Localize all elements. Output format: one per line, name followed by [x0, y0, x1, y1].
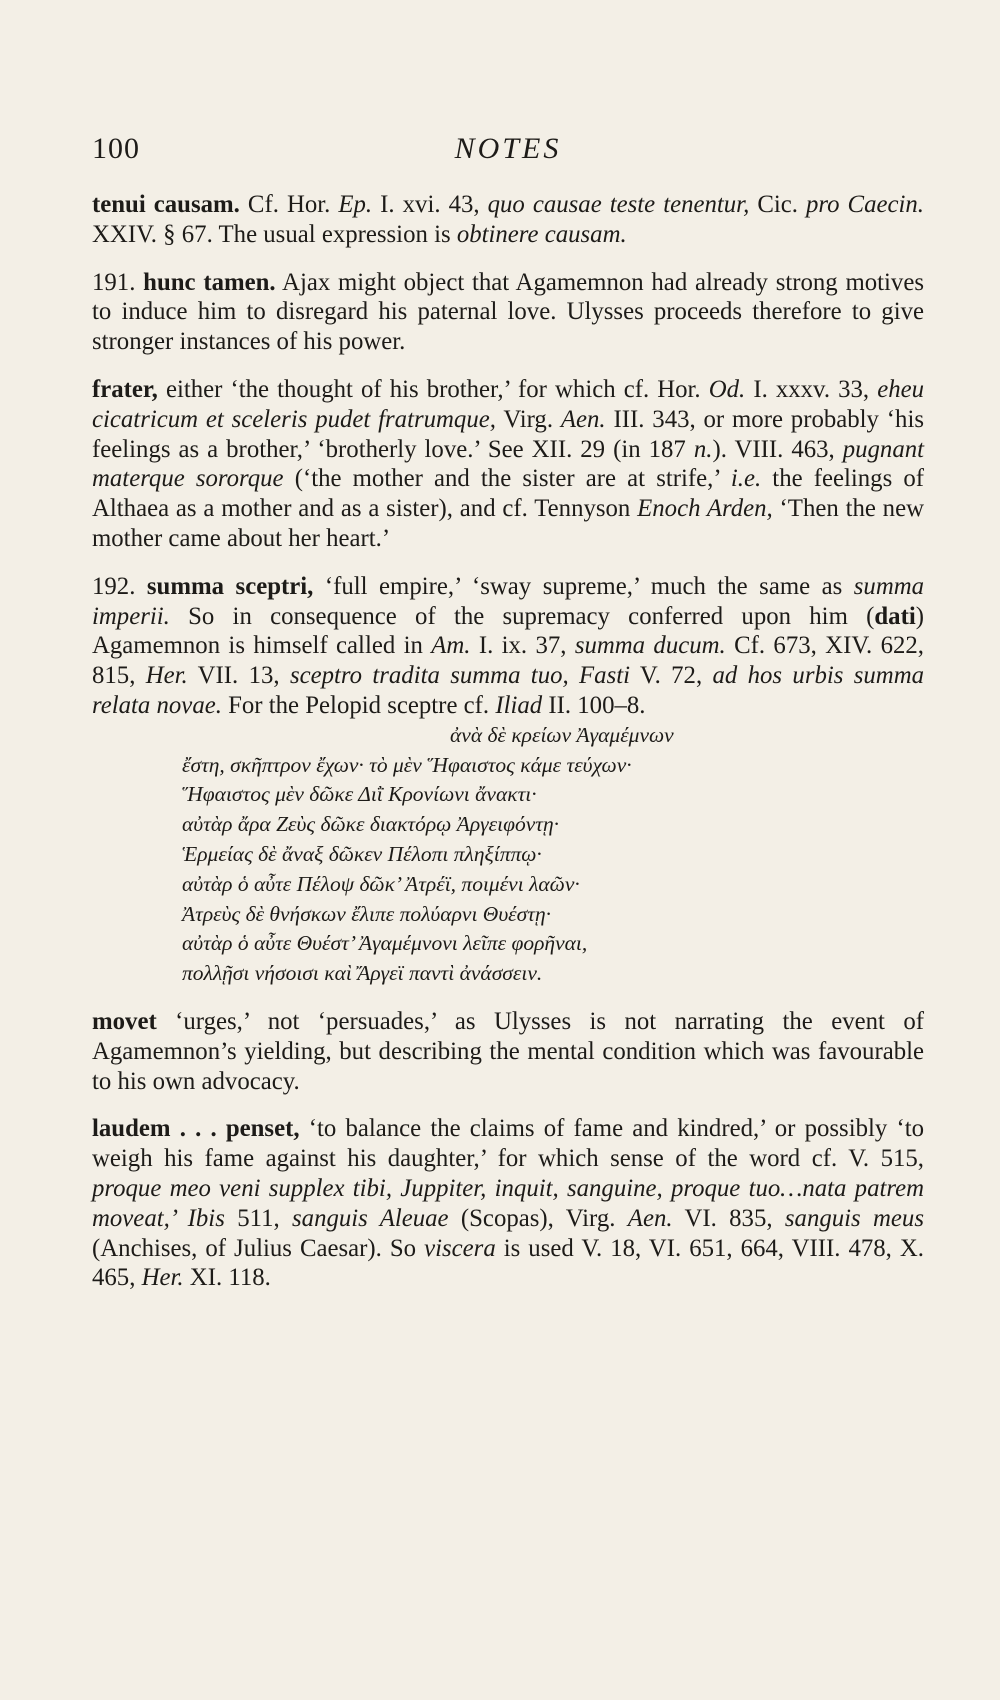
note-text: is used V. 18, VI. 651, 664, VIII. 478, X. 465,: [92, 1234, 924, 1292]
latin-quote: obtinere causam.: [456, 220, 627, 248]
page-header: [92, 132, 924, 172]
note-text: either ‘the thought of his brother,’ for which cf. Hor.: [165, 375, 709, 403]
notes-body: [92, 190, 924, 1293]
note-text: ‘Then the new mother came about her heart.’: [92, 495, 924, 552]
note-text: So in consequence of the supremacy conferred upon him (: [169, 602, 875, 630]
citation: Ep.: [338, 191, 373, 218]
citation: n.: [693, 435, 713, 463]
greek-line: Ἥφαιστος μὲν δῶκε Διῒ Κρονίωνι ἄνακτι·: [182, 782, 537, 807]
note-text: the feelings of Althaea as a mother and as a sister), and cf. Tennyson: [92, 465, 924, 523]
greek-line: πολλῇσι νήσοισι καὶ Ἄργεϊ παντὶ ἀνάσσειν.: [182, 961, 543, 986]
lemma: laudem . . . penset,: [92, 1115, 300, 1143]
line-number: 192.: [92, 572, 136, 600]
note-191: [92, 268, 924, 357]
latin-quote: summa ducum.: [574, 632, 726, 660]
greek-line: Ἀτρεὺς δὲ θνήσκων ἔλιπε πολύαρνι Θυέστῃ·: [182, 901, 551, 926]
note-text: II. 100–8.: [542, 691, 646, 719]
page-number: 100: [92, 132, 140, 165]
note-text: Cf. 673, XIV. 622, 815,: [92, 632, 924, 690]
lemma: hunc tamen.: [143, 268, 276, 296]
citation: Am.: [431, 632, 471, 660]
note-frater: [92, 375, 924, 554]
note-text: Cf. Hor.: [247, 191, 339, 218]
note-text: VII. 13,: [187, 662, 290, 690]
latin-quote: ad hos urbis summa relata novae.: [92, 662, 925, 719]
latin-quote: summa imperii.: [92, 572, 925, 630]
note-text: (Anchises, of Julius Caesar). So: [92, 1234, 425, 1262]
citation: Her.: [141, 1264, 184, 1292]
greek-quotation: [92, 721, 924, 989]
lemma: movet: [92, 1007, 157, 1035]
latin-quote: proque meo veni supplex tibi, Juppiter, inquit, sanguine, proque tuo…nata patrem moveat,’ Ibis: [92, 1174, 924, 1232]
greek-line: αὐτὰρ ὁ αὖτε Θυέστ’ Ἀγαμέμνονι λεῖπε φορῆναι,: [182, 931, 588, 956]
note-text: ) Agamemnon is himself called in: [92, 602, 924, 660]
greek-line: Ἑρμείας δὲ ἄναξ δῶκεν Πέλοπι πληξίππῳ·: [182, 841, 542, 866]
note-text: III. 343, or more probably ‘his feelings as a brother,’ ‘brotherly love.’ See XII. 29 (in 187: [92, 405, 924, 463]
lemma: summa sceptri,: [146, 572, 314, 600]
note-text: (Scopas), Virg.: [448, 1204, 628, 1232]
note-laudem-penset: [92, 1114, 924, 1293]
note-text: ‘full empire,’ ‘sway supreme,’ much the same as: [324, 572, 854, 600]
note-text: ‘urges,’ not ‘persuades,’ as Ulysses is not narrating the event of Agamemnon’s yielding, but describing the mental condition which was favourable to his own advocacy.: [92, 1007, 924, 1095]
citation: Iliad: [495, 691, 543, 719]
note-text: XI. 118.: [183, 1264, 271, 1292]
note-text: Cic.: [749, 191, 806, 218]
citation: pro Caecin.: [806, 191, 924, 218]
note-text: XXIV. § 67. The usual expression is: [92, 220, 457, 248]
note-text: V. 72,: [630, 662, 713, 690]
note-text: For the Pelopid sceptre cf.: [221, 691, 496, 719]
note-text: I. xvi. 43,: [372, 191, 488, 218]
note-text: 511,: [224, 1204, 293, 1232]
citation: Enoch Arden,: [637, 495, 773, 523]
note-text: (‘the mother and the sister are at strife,’: [283, 465, 731, 493]
latin-quote: quo causae teste tenentur,: [487, 191, 750, 218]
running-head: NOTES: [454, 132, 562, 165]
greek-line: ἀνὰ δὲ κρείων Ἀγαμέμνων: [450, 722, 674, 747]
latin-quote: viscera: [424, 1234, 496, 1262]
note-text: I. xxxv. 33,: [745, 375, 878, 403]
citation: Aen.: [560, 405, 606, 433]
line-number: 191.: [92, 268, 136, 296]
abbreviation: i.e.: [730, 465, 762, 493]
latin-quote: sceptro tradita summa tuo, Fasti: [289, 662, 631, 690]
note-text: VI. 835,: [672, 1204, 785, 1232]
greek-line: ἔστη, σκῆπτρον ἔχων· τὸ μὲν Ἥφαιστος κάμε τεύχων·: [182, 752, 632, 777]
latin-quote: pugnant materque sororque: [92, 435, 925, 493]
lemma: tenui causam.: [92, 191, 240, 218]
latin-quote: sanguis meus: [784, 1204, 924, 1232]
note-movet: [92, 1007, 924, 1096]
bold-term: dati: [874, 602, 916, 630]
note-text: Virg.: [495, 405, 561, 433]
lemma: frater,: [92, 375, 158, 403]
latin-quote: eheu cicatricum et sceleris pudet fratrumque,: [92, 375, 924, 433]
note-192: [92, 572, 924, 721]
note-text: I. ix. 37,: [470, 632, 575, 660]
note-text: ). VIII. 463,: [712, 435, 843, 463]
note-text: ‘to balance the claims of fame and kindred,’ or possibly ‘to weigh his fame against his daughter,’ for which sense of the word cf. V. 515,: [92, 1115, 924, 1173]
citation: Od.: [708, 375, 746, 403]
greek-line: αὐτὰρ ὁ αὖτε Πέλοψ δῶκ’ Ἀτρέϊ, ποιμένι λαῶν·: [182, 871, 580, 896]
greek-line: αὐτὰρ ἄρα Ζεὺς δῶκε διακτόρῳ Ἀργειφόντῃ·: [182, 812, 560, 837]
latin-quote: sanguis Aleuae: [292, 1204, 449, 1232]
citation: Her.: [145, 662, 188, 690]
note-tenui-causam: [92, 190, 924, 250]
note-text: Ajax might object that Agamemnon had already strong motives to induce him to disregard his paternal love. Ulysses proceeds therefore to give stronger instances of his power.: [92, 268, 924, 356]
citation: Aen.: [627, 1204, 673, 1232]
